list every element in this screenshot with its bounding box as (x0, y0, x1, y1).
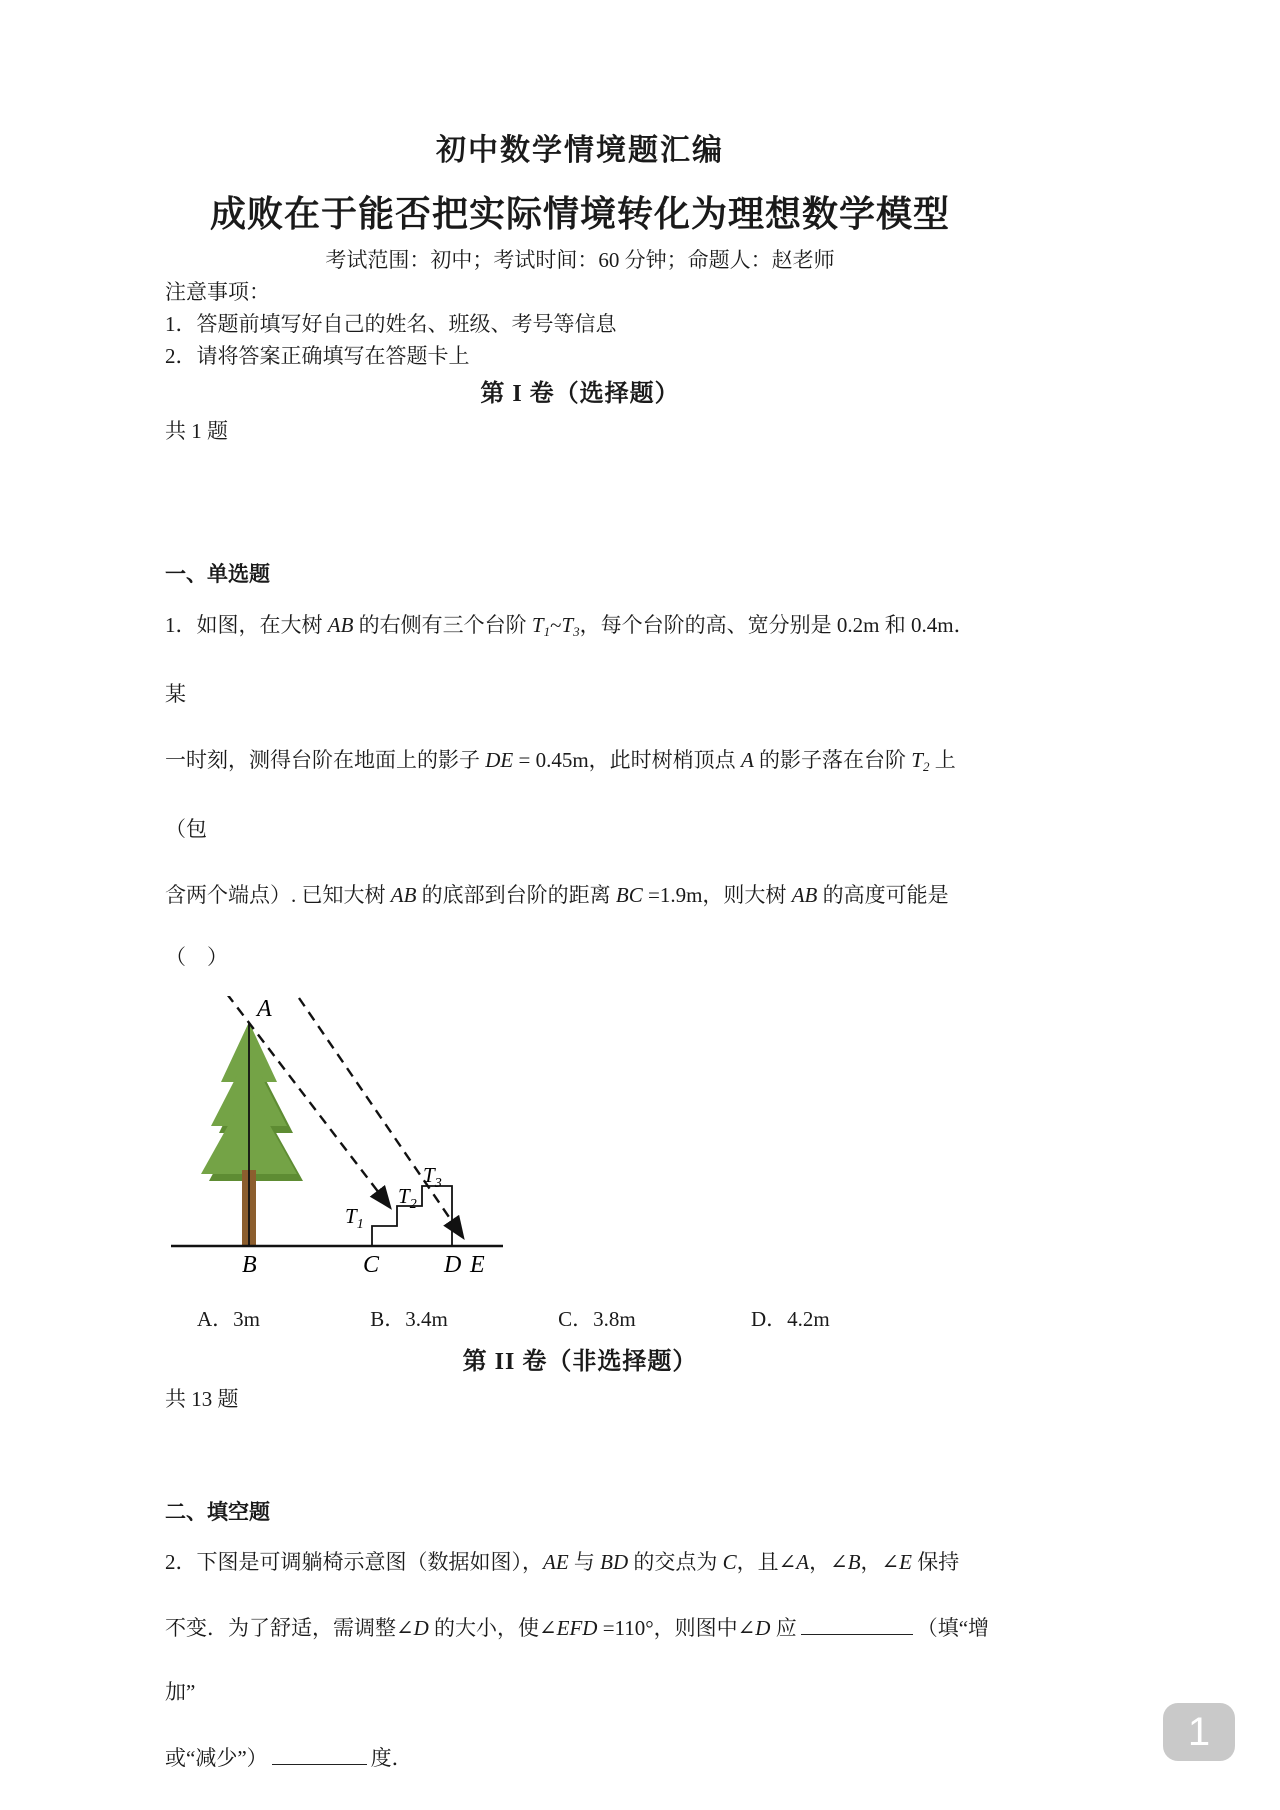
steps-outline (372, 1186, 452, 1246)
section2-title: 第 II 卷（非选择题） (462, 1349, 698, 1375)
q1-line1: 1．如图，在大树 AB 的右侧有三个台阶 $T_1\sim T_3$，每个台阶的高、宽分别是 0.2m 和 0.4m．某 (165, 613, 975, 706)
answer-blank-2 (272, 1745, 367, 1765)
q1-line2: 一时刻，测得台阶在地面上的影子 DE = 0.45m，此时树梢顶点 A 的影子落在台阶 $T_2$ 上（包 (165, 748, 956, 841)
q2-line2: 不变．为了舒适，需调整∠D 的大小，使∠EFD =110°，则图中∠D 应 （填“增加” (165, 1616, 990, 1704)
label-C: C (363, 1252, 380, 1278)
exam-info: 考试范围：初中；考试时间：60 分钟；命题人：赵老师 (325, 248, 835, 272)
option-b: B．3.4m (370, 1307, 448, 1331)
label-E: E (470, 1252, 485, 1278)
doc-heading: 成败在于能否把实际情境转化为理想数学模型 (209, 193, 950, 234)
note-line-1: 1．答题前填写好自己的姓名、班级、考号等信息 (165, 312, 617, 336)
q2-line1: 2．下图是可调躺椅示意图（数据如图），AE 与 BD 的交点为 C，且∠A，∠B，∠E 保持 (165, 1550, 960, 1574)
section1-count: 共 1 题 (165, 419, 228, 443)
section1-title: 第 I 卷（选择题） (480, 381, 680, 407)
label-B: B (242, 1252, 257, 1278)
label-T3: $T_3$ (423, 1163, 442, 1191)
option-c: C．3.8m (558, 1307, 636, 1331)
label-T2: $T_2$ (398, 1184, 417, 1212)
subsection-single-choice: 一、单选题 (165, 563, 270, 586)
option-a: A．3m (197, 1307, 260, 1331)
label-T1: $T_1$ (345, 1204, 364, 1232)
tree-shadow-diagram-svg (167, 996, 637, 1286)
answer-blank-1 (801, 1615, 913, 1635)
option-d: D．4.2m (750, 1307, 830, 1331)
page-number-badge: 1 (1163, 1703, 1235, 1761)
subsection-fill-blank: 二、填空题 (165, 1501, 270, 1524)
q2-line3: 或“减少”） 度． (165, 1746, 413, 1770)
doc-title: 初中数学情境题汇编 (436, 134, 724, 167)
q1-options (165, 1302, 995, 1336)
shadow-ray-2 (299, 998, 462, 1236)
label-A: A (257, 996, 272, 1022)
tree-shadow-diagram (167, 996, 637, 1286)
notes-title: 注意事项： (165, 280, 270, 304)
section2-count: 共 13 题 (165, 1387, 239, 1411)
q1-line3: 含两个端点）. 已知大树 AB 的底部到台阶的距离 BC =1.9m，则大树 AB 的高度可能是（ ） (165, 883, 949, 969)
note-line-2: 2．请将答案正确填写在答题卡上 (165, 344, 470, 368)
page-content (165, 0, 995, 1790)
label-D: D (444, 1252, 462, 1278)
